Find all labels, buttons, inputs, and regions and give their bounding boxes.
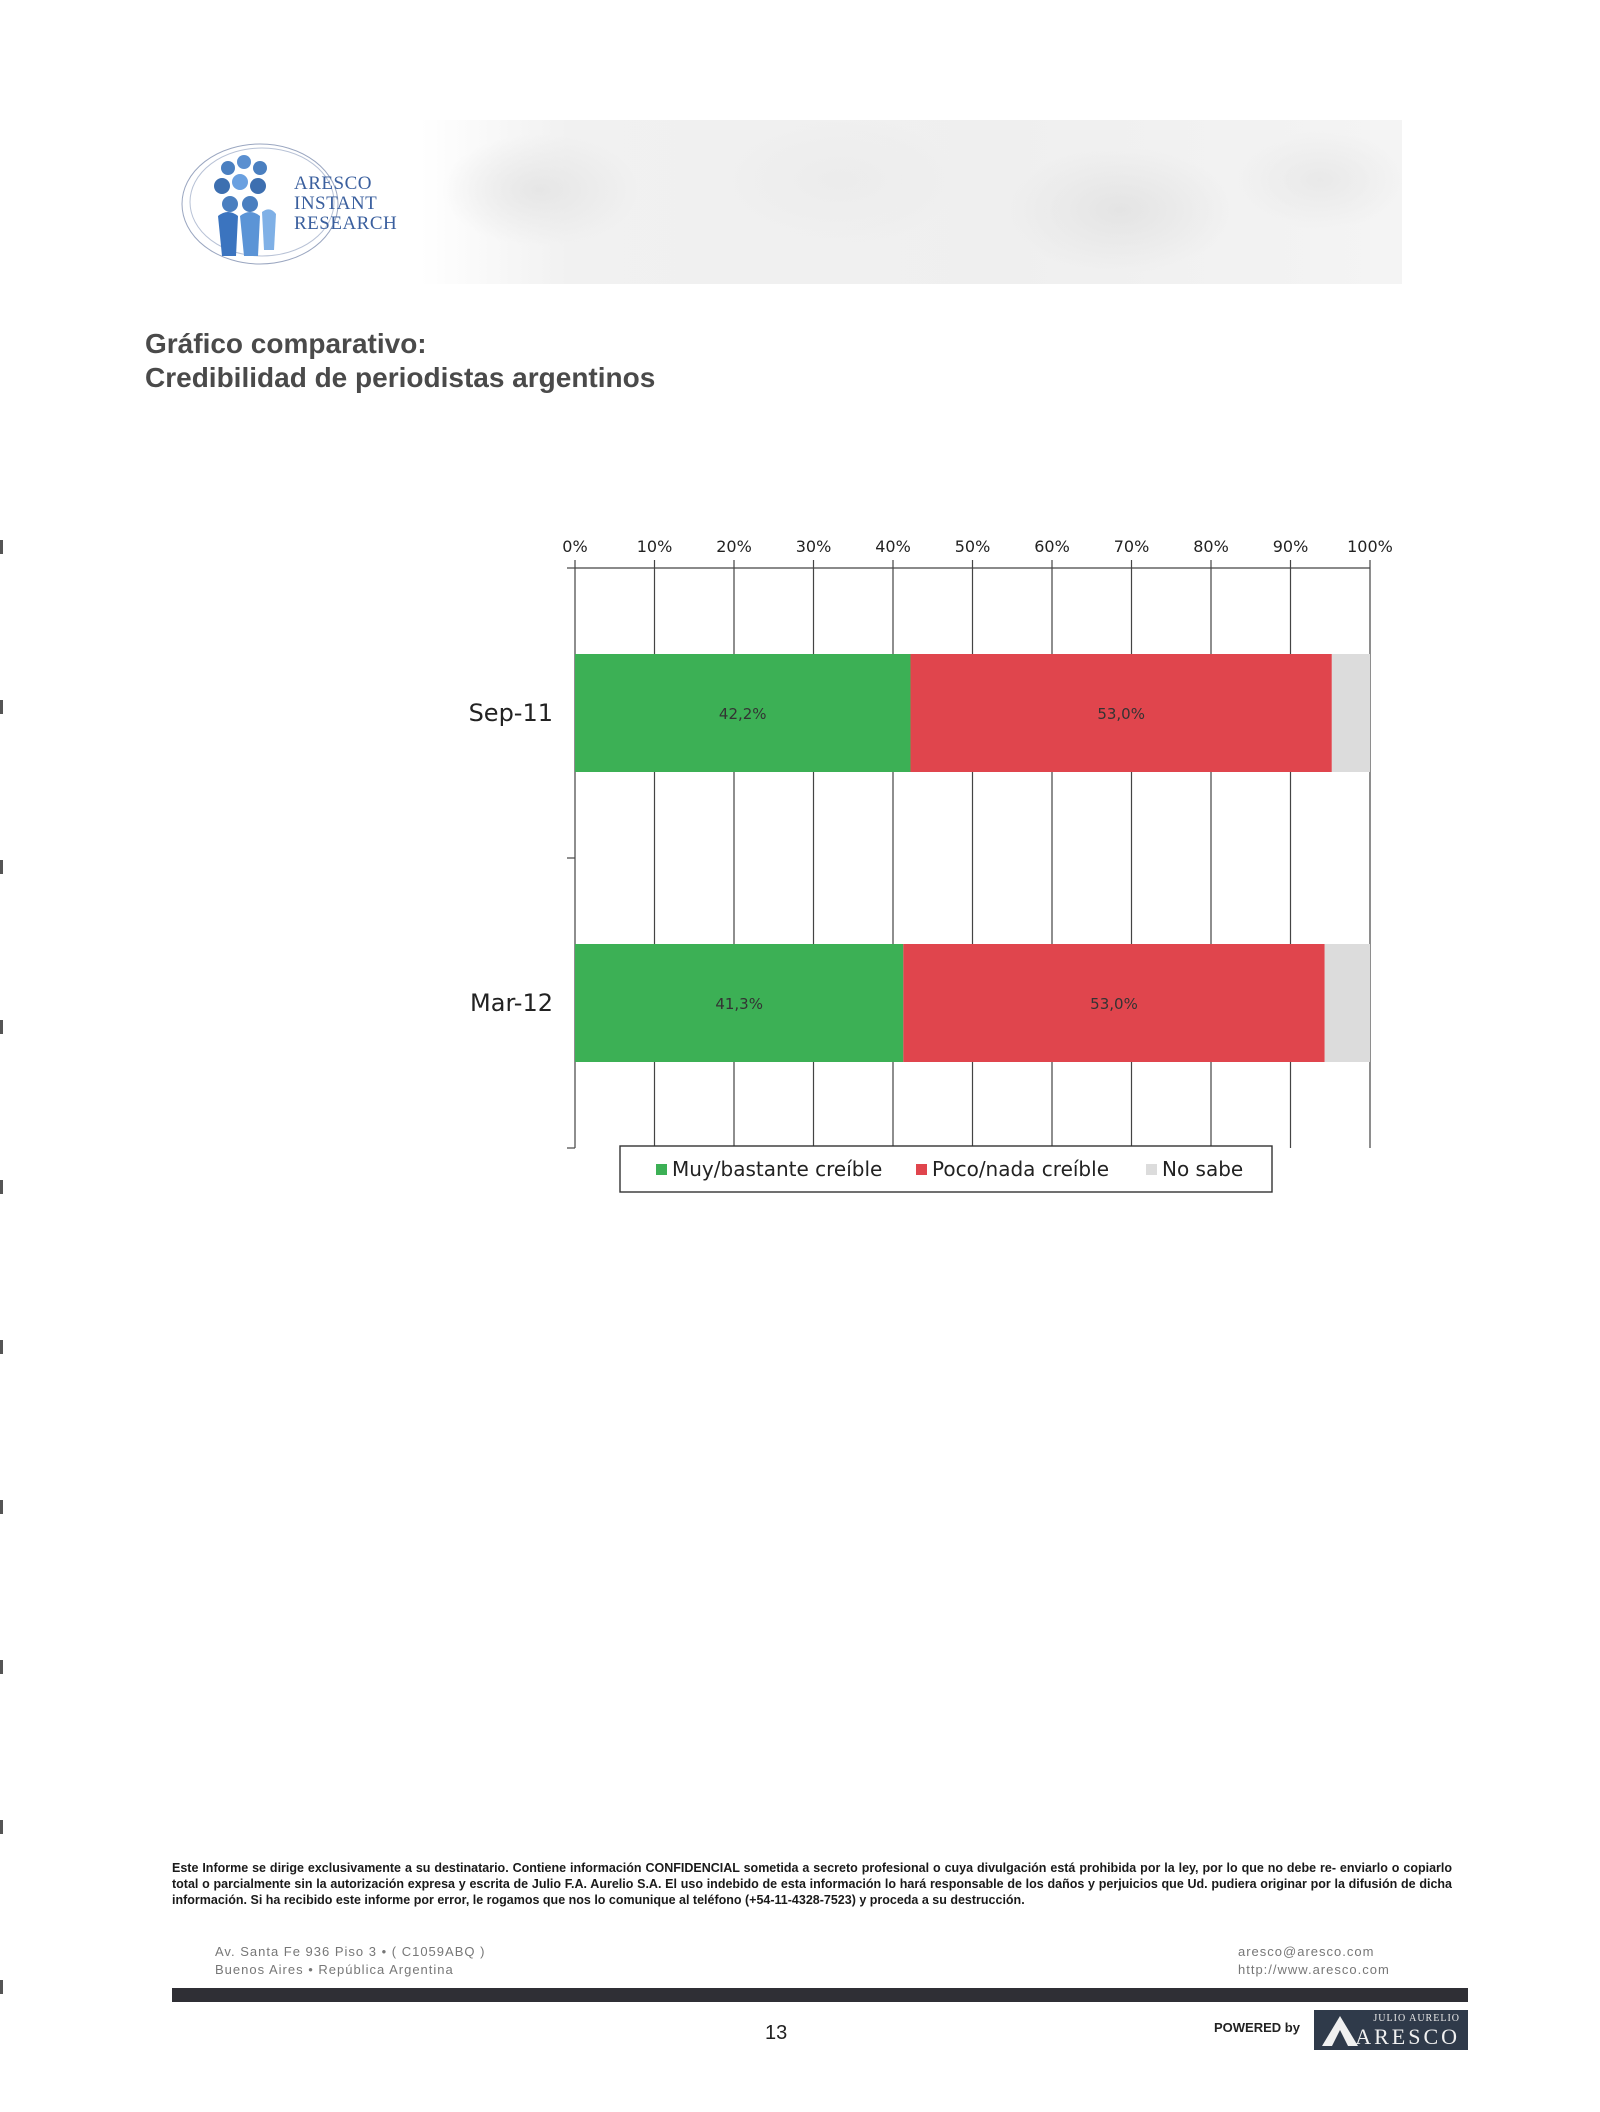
aresco-triangle-icon: [1318, 2010, 1358, 2050]
address-line2: Buenos Aires • República Argentina: [215, 1962, 454, 1977]
legend-swatch: [916, 1164, 927, 1175]
x-tick-label: 100%: [1347, 537, 1393, 556]
page-title-line1: Gráfico comparativo:: [145, 328, 427, 359]
binding-hole: [0, 1980, 3, 1994]
logo-text-line3: RESEARCH: [294, 213, 398, 234]
category-label: Mar-12: [470, 989, 553, 1017]
x-tick-label: 40%: [875, 537, 911, 556]
legend-label: Poco/nada creíble: [932, 1157, 1109, 1181]
binding-hole: [0, 700, 3, 714]
x-tick-label: 80%: [1193, 537, 1229, 556]
page-title-line2: Credibilidad de periodistas argentinos: [145, 362, 656, 393]
confidentiality-disclaimer: Este Informe se dirige exclusivamente a su destinatario. Contiene información CONFIDENCIAL sometida a secreto profesional o cuya divulgación está prohibida por la ley, por lo que no debe re- enviarlo o copiarlo total o parcialmente sin la autorización expresa y escrita de Julio F.A. Aurelio S.A. El uso indebido de esta información lo hará responsable de los daños y perjuicios que Ud. pudiera originar por la difusión de dicha información. Si ha recibido este informe por error, le rogamos que nos lo comunique al teléfono (+54-11-4328-7523) y proceda a su destrucción.: [172, 1861, 1452, 1907]
page-number: 13: [765, 2022, 788, 2044]
x-tick-label: 90%: [1272, 537, 1309, 556]
julio-aurelio-aresco-logo: [1314, 2010, 1468, 2050]
bar-segment: [1332, 654, 1370, 772]
brand-small-text: JULIO AURELIO: [1373, 2013, 1460, 2024]
bar-data-label: 41,3%: [715, 995, 763, 1013]
x-tick-label: 20%: [716, 537, 752, 556]
legend-label: No sabe: [1162, 1157, 1244, 1181]
aresco-logo: [178, 138, 418, 270]
bar-data-label: 42,2%: [718, 705, 767, 723]
bar-data-label: 53,0%: [1090, 995, 1138, 1013]
binding-hole: [0, 1020, 3, 1034]
binding-hole: [0, 1180, 3, 1194]
legend-swatch: [1146, 1164, 1157, 1175]
x-tick-label: 50%: [954, 537, 991, 556]
binding-hole: [0, 860, 3, 874]
x-tick-label: 70%: [1113, 537, 1150, 556]
binding-hole: [0, 1820, 3, 1834]
x-tick-label: 60%: [1034, 537, 1070, 556]
legend-label: Muy/bastante creíble: [672, 1157, 883, 1181]
chart-svg: [440, 520, 1400, 1200]
category-label: Sep-11: [468, 699, 553, 727]
website-link[interactable]: http://www.aresco.com: [1238, 1962, 1390, 1977]
binding-hole: [0, 540, 3, 554]
x-tick-label: 30%: [795, 537, 832, 556]
binding-hole: [0, 1660, 3, 1674]
x-tick-label: 10%: [636, 537, 673, 556]
legend-swatch: [656, 1164, 667, 1175]
email-link[interactable]: aresco@aresco.com: [1238, 1944, 1375, 1959]
binding-hole: [0, 1340, 3, 1354]
bar-data-label: 53,0%: [1097, 705, 1145, 723]
binding-hole: [0, 1500, 3, 1514]
brand-big-text: ARESCO: [1355, 2024, 1460, 2049]
powered-by-label: POWERED by: [1214, 2020, 1300, 2035]
footer-bar: [172, 1988, 1468, 2002]
header-banner: [420, 120, 1402, 284]
logo-text-line1: ARESCO: [294, 173, 372, 194]
logo-text-line2: INSTANT: [294, 193, 378, 214]
address-line1: Av. Santa Fe 936 Piso 3 • ( C1059ABQ ): [215, 1944, 486, 1959]
x-tick-label: 0%: [562, 537, 588, 556]
bar-segment: [1325, 944, 1370, 1062]
credibility-chart: [440, 520, 1400, 1200]
